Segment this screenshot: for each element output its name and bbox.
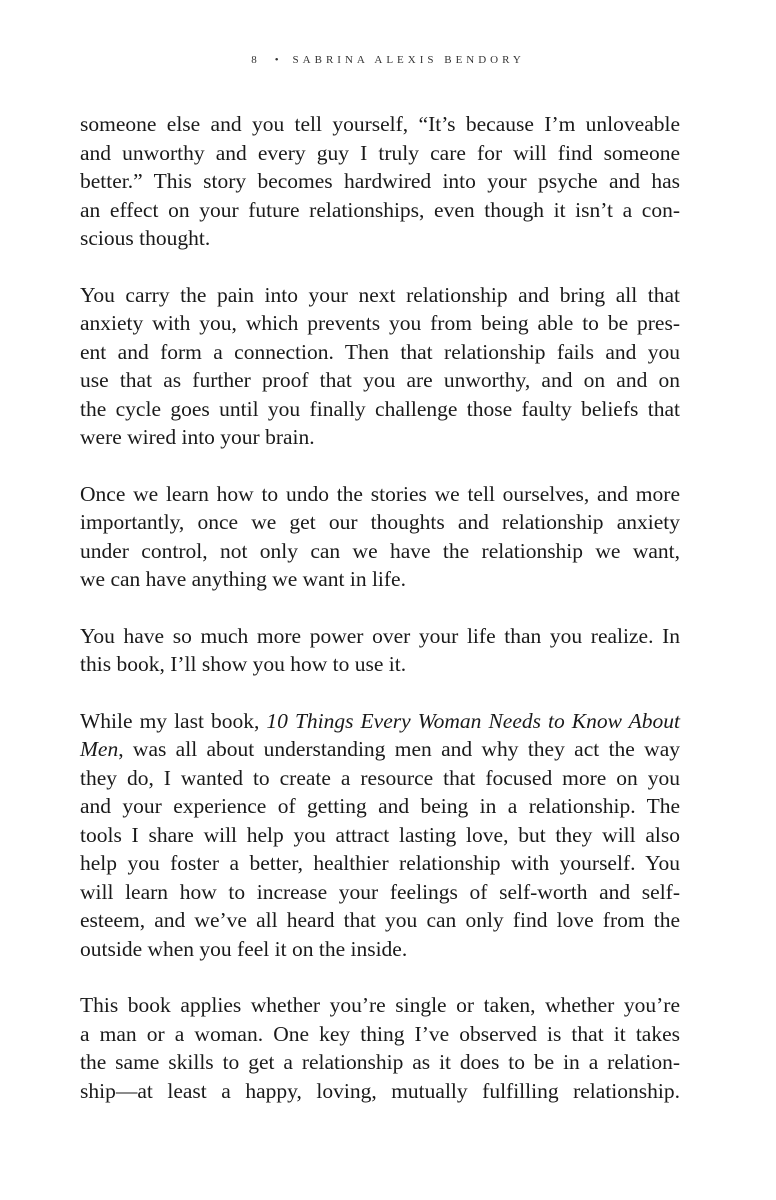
text-line: You have so much more power over your life than you realize. In (80, 623, 680, 648)
text-line: an effect on your future relationships, even though it isn’t a con- (80, 197, 680, 222)
page-number: 8 (251, 54, 261, 66)
text-run: While my last book, (80, 708, 267, 733)
text-line: this book, I’ll show you how to use it. (80, 652, 407, 676)
text-line: importantly, once we get our thoughts and relationship anxiety (80, 510, 680, 534)
text-line: Once we learn how to undo the stories we tell ourselves, and more (80, 481, 680, 506)
text-line (80, 735, 680, 764)
text-line: they do, I wanted to create a resource that focused more on you (80, 765, 680, 790)
text-line: anxiety with you, which prevents you from being able to be pres- (80, 311, 680, 335)
text-line: a man or a woman. One key thing I’ve observed is that it takes (80, 1021, 680, 1046)
text-line: we can have anything we want in life. (80, 567, 406, 591)
text-line: ship—at least a happy, loving, mutually fulfilling relationship. (80, 1078, 680, 1103)
author-name: SABRINA ALEXIS BENDORY (292, 54, 525, 66)
text-line: will learn how to increase your feelings of self-worth and self- (80, 879, 680, 904)
paragraph-3 (80, 480, 680, 594)
text-line: ent and form a connection. Then that relationship fails and you (80, 339, 680, 364)
text-line: esteem, and we’ve all heard that you can only find love from the (80, 908, 680, 932)
book-title: 10 Things Every Woman Needs to Know About (266, 708, 680, 733)
text-line: You carry the pain into your next relationship and bring all that (80, 282, 680, 307)
book-title-continued: Men (80, 737, 119, 761)
text-run: , was all about understanding men and why they act the way (118, 737, 680, 761)
paragraph-2 (80, 281, 680, 452)
text-line: under control, not only can we have the relationship we want, (80, 538, 680, 563)
text-line: help you foster a better, healthier relationship with yourself. You (80, 851, 680, 875)
text-line: outside when you feel it on the inside. (80, 936, 408, 961)
text-line: This book applies whether you’re single or taken, whether you’re (80, 993, 680, 1017)
text-line (80, 707, 680, 736)
text-line: better.” This story becomes hardwired into your psyche and has (80, 169, 680, 193)
text-line: were wired into your brain. (80, 425, 315, 449)
text-line: someone else and you tell yourself, “It’s because I’m unloveable (80, 112, 680, 136)
text-line: use that as further proof that you are unworthy, and on and on (80, 368, 680, 392)
text-line: the same skills to get a relationship as it does to be in a relation- (80, 1050, 680, 1074)
text-line: scious thought. (80, 226, 211, 250)
text-line: the cycle goes until you finally challenge those faulty beliefs that (80, 396, 680, 421)
text-line: and unworthy and every guy I truly care for will find someone (80, 140, 680, 165)
body-text (80, 110, 680, 1133)
paragraph-6 (80, 991, 680, 1105)
paragraph-5 (80, 707, 680, 964)
text-line: tools I share will help you attract lasting love, but they will also (80, 822, 680, 847)
running-head (0, 54, 776, 66)
paragraph-1 (80, 110, 680, 253)
paragraph-4 (80, 622, 680, 679)
separator-dot: • (274, 54, 279, 66)
text-line: and your experience of getting and being in a relationship. The (80, 794, 680, 818)
